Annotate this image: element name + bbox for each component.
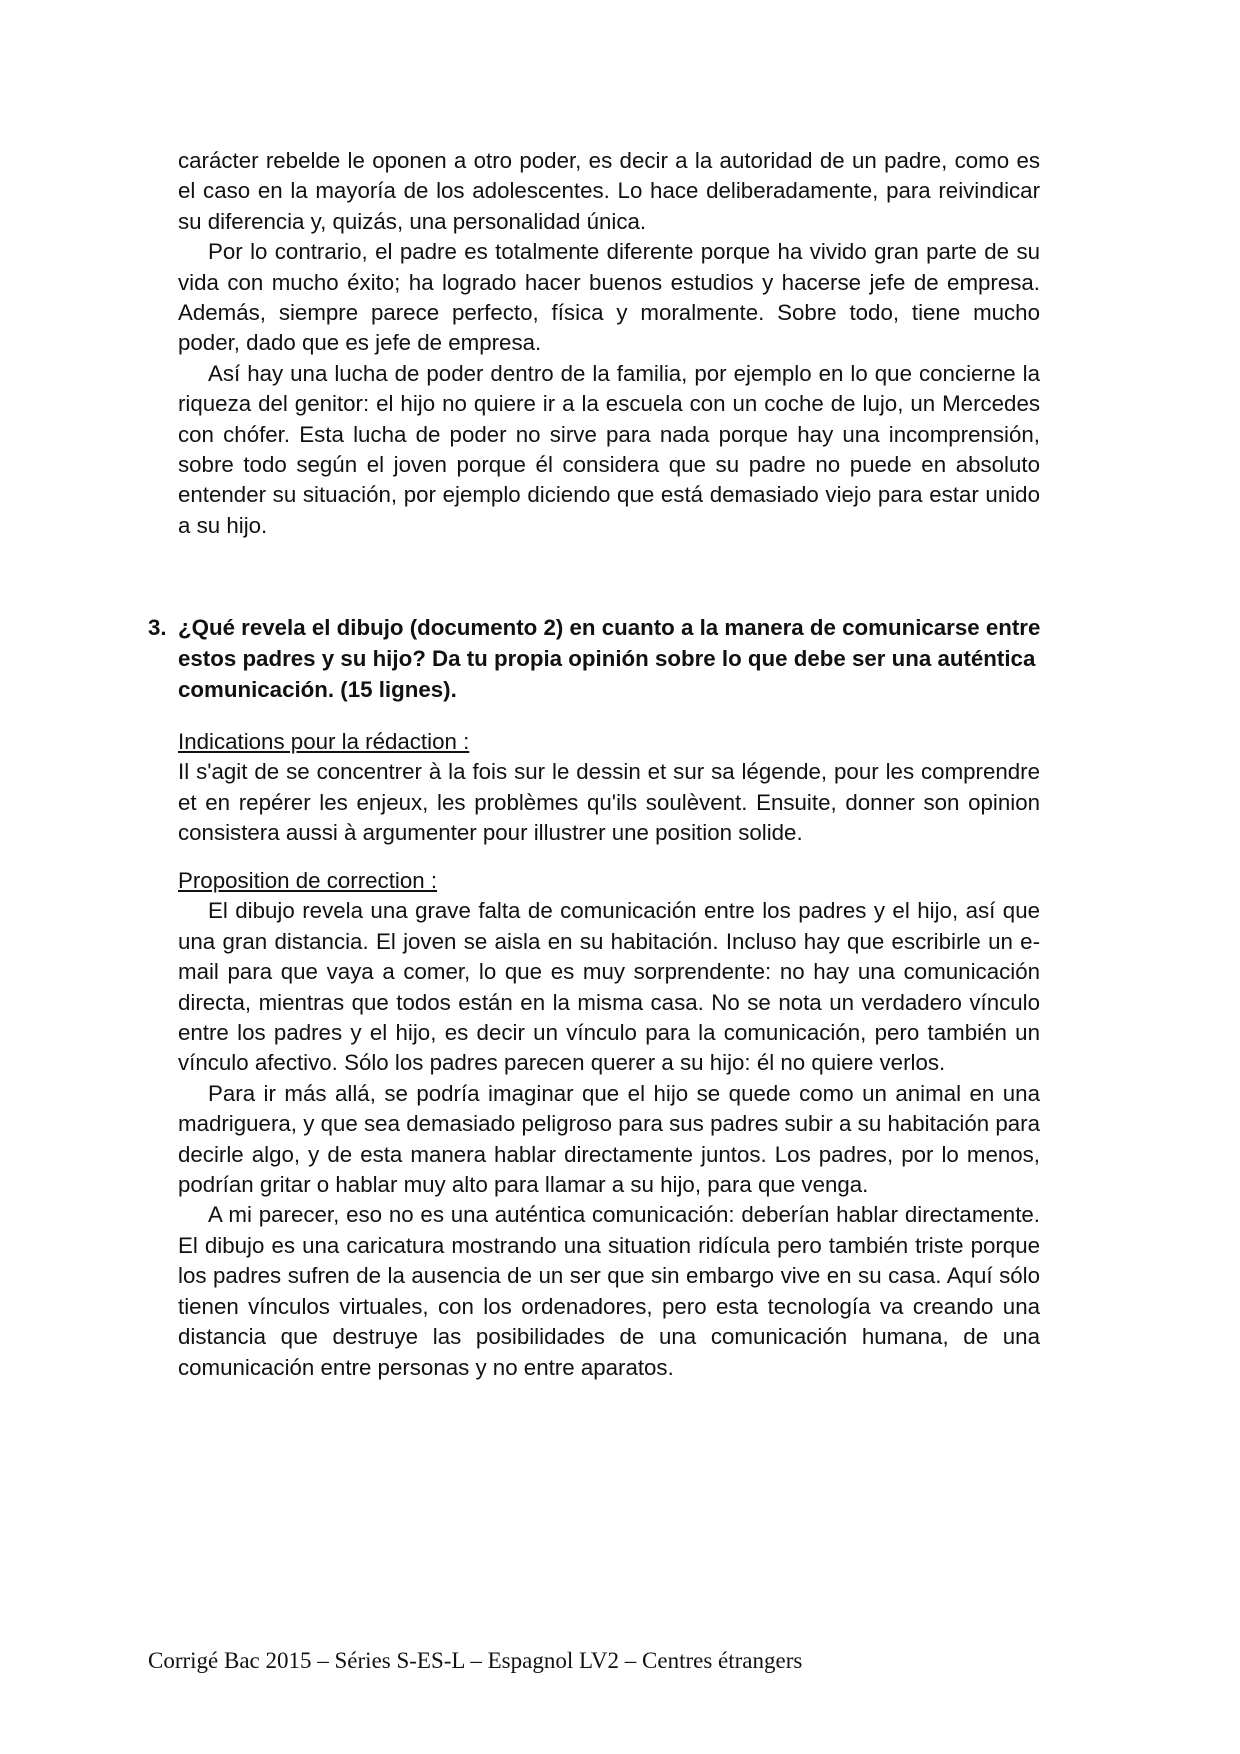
question-number: 3. (148, 615, 167, 640)
intro-section (178, 146, 1040, 541)
page-footer: Corrigé Bac 2015 – Séries S-ES-L – Espagnol LV2 – Centres étrangers (148, 1648, 803, 1673)
correction-paragraph-3: A mi parecer, eso no es una auténtica comunicación: deberían hablar directamente. El dibujo es una caricatura mostrando una situation ridícula pero también triste porque los padres sufren de la ausencia de un ser que sin embargo vive en su casa. Aquí sólo tienen vínculos virtuales, con los ordenadores, pero esta tecnología va creando una distancia que destruye las posibilidades de una comunicación humana, de una comunicación entre personas y no entre aparatos. (178, 1202, 1040, 1380)
indications-text: Il s'agit de se concentrer à la fois sur le dessin et sur sa légende, pour les comprendre et en repérer les enjeux, les problèmes qu'ils soulèvent. Ensuite, donner son opinion consistera aussi à argumenter pour illustrer une position solide. (178, 759, 1040, 846)
intro-paragraph-2: Por lo contrario, el padre es totalmente diferente porque ha vivido gran parte de su vida con mucho éxito; ha logrado hacer buenos estudios y hacerse jefe de empresa. Además, siempre parece perfecto, física y moralmente. Sobre todo, tiene mucho poder, dado que es jefe de empresa. (178, 239, 1040, 356)
correction-paragraph-1: El dibujo revela una grave falta de comunicación entre los padres y el hijo, así que una gran distancia. El joven se aisla en su habitación. Incluso hay que escribirle un e-mail para que vaya a comer, lo que es muy sorprendente: no hay una comunicación directa, mientras que todos están en la misma casa. No se nota un verdadero vínculo entre los padres y el hijo, es decir un vínculo para la comunicación, pero también un vínculo afectivo. Sólo los padres parecen querer a su hijo: él no quiere verlos. (178, 898, 1040, 1076)
correction-heading: Proposition de correction : (178, 868, 438, 893)
correction-section (178, 866, 1040, 1383)
intro-paragraph-3: Así hay una lucha de poder dentro de la familia, por ejemplo en lo que concierne la riqueza del genitor: el hijo no quiere ir a la escuela con un coche de lujo, un Mercedes con chófer. Esta lucha de poder no sirve para nada porque hay una incomprensión, sobre todo según el joven porque él considera que su padre no puede en absoluto entender su situación, por ejemplo diciendo que está demasiado viejo para estar unido a su hijo. (178, 360, 1040, 538)
indications-section (178, 727, 1040, 849)
correction-paragraph-2: Para ir más allá, se podría imaginar que el hijo se quede como un animal en una madriguera, y que sea demasiado peligroso para sus padres subir a su habitación para decirle algo, y de esta manera hablar directamente juntos. Los padres, por lo menos, podrían gritar o hablar muy alto para llamar a su hijo, para que venga. (178, 1080, 1040, 1198)
indications-heading: Indications pour la rédaction : (178, 729, 470, 754)
intro-paragraph-1: carácter rebelde le oponen a otro poder, es decir a la autoridad de un padre, como es el caso en la mayoría de los adolescentes. Lo hace deliberadamente, para reivindicar su diferencia y, quizás, una personalidad única. (178, 148, 1040, 234)
question-text: ¿Qué revela el dibujo (documento 2) en cuanto a la manera de comunicarse entre estos padres y su hijo? Da tu propia opinión sobre lo que debe ser una auténtica comunicación. (15 lignes). (178, 615, 1041, 702)
